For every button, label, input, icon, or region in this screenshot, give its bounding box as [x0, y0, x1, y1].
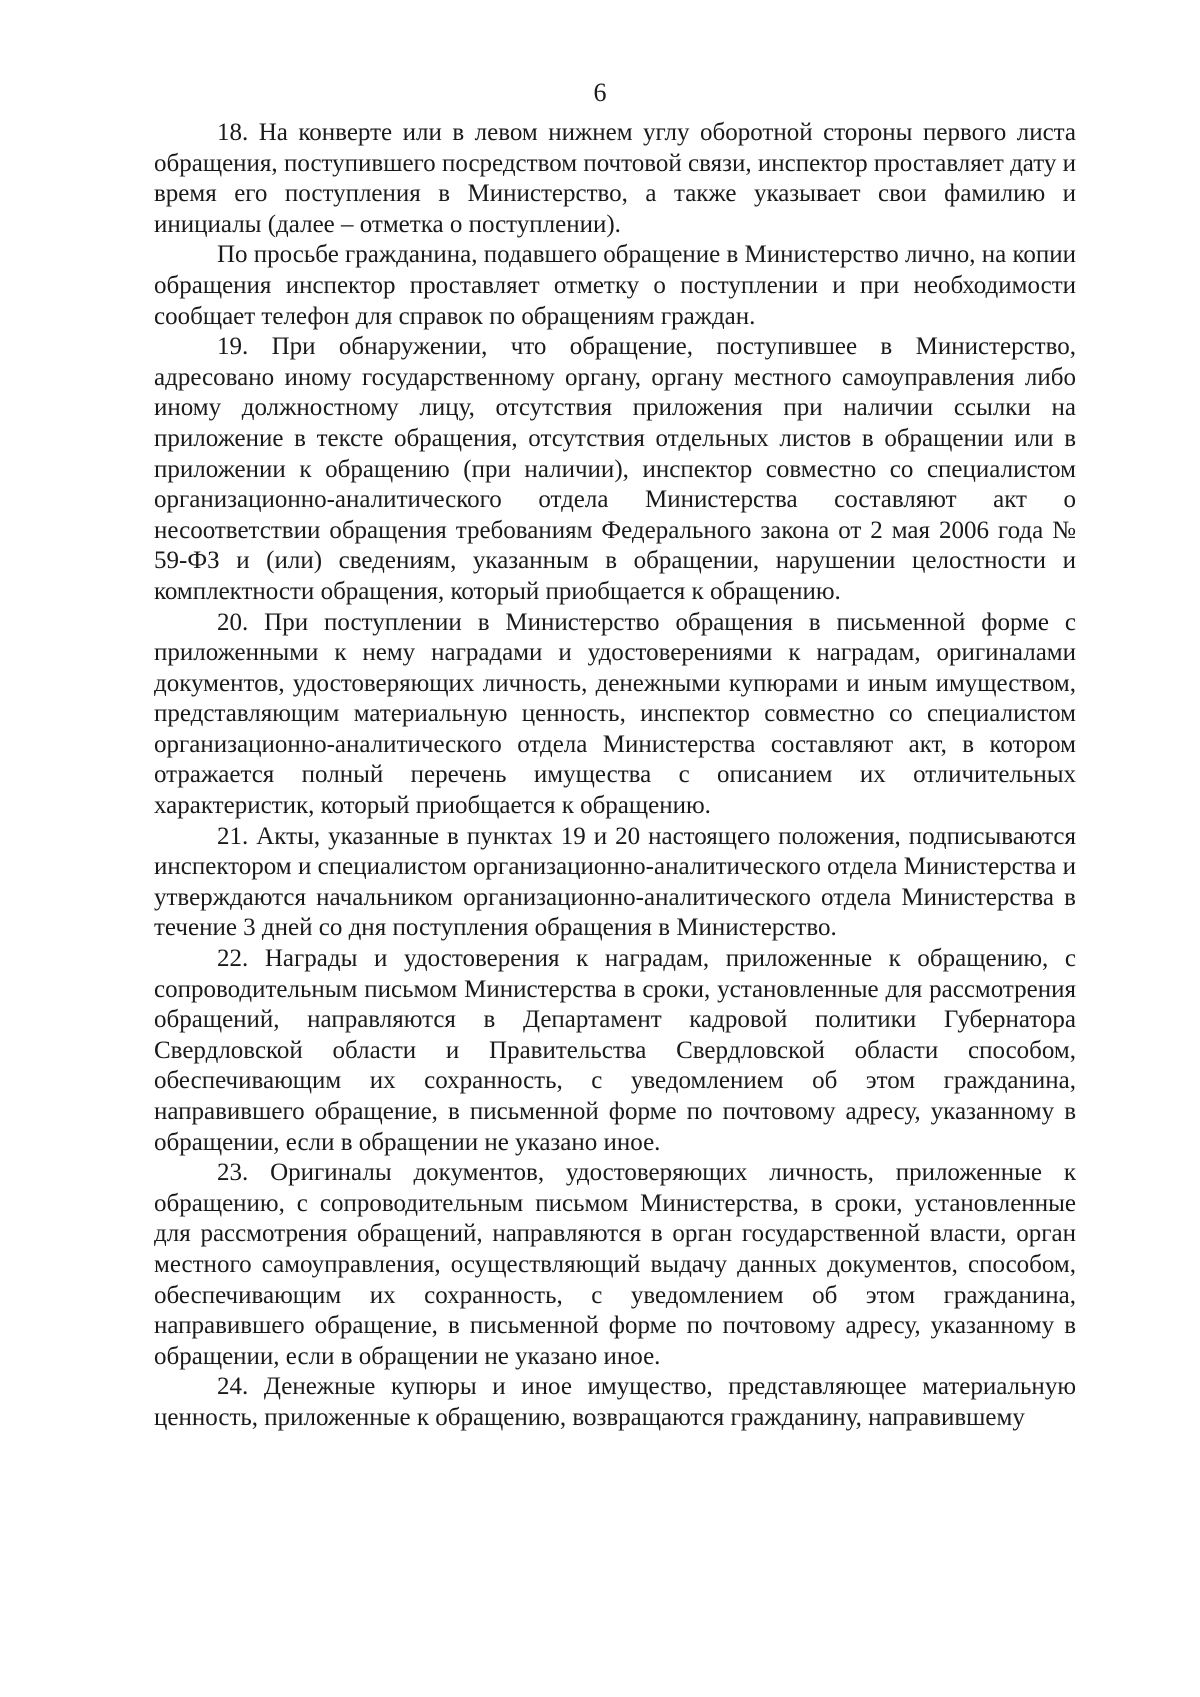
paragraph-20: 20. При поступлении в Министерство обращения в письменной форме с приложенными к нему наградами и удостоверениями к наградам, оригиналами документов, удостоверяющих личность, денежными купюрами и иным имуществом, представляющим материальную ценность, инспектор совместно со специалистом организационно-аналитического отдела Министерства составляют акт, в котором отражается полный перечень имущества с описанием их отличительных характеристик, который приобщается к обращению.	[154, 608, 1076, 820]
document-body	[154, 118, 1076, 1434]
paragraph-22: 22. Награды и удостоверения к наградам, приложенные к обращению, с сопроводительным письмом Министерства в сроки, установленные для рассмотрения обращений, направляются в Департамент кадровой политики Губернатора Свердловской области и Правительства Свердловской области способом, обеспечивающим их сохранность, с уведомлением об этом гражданина, направившего обращение, в письменной форме по почтовому адресу, указанному в обращении, если в обращении не указано иное.	[154, 945, 1076, 1156]
paragraph-18: 18. На конверте или в левом нижнем углу оборотной стороны первого листа обращения, поступившего посредством почтовой связи, инспектор проставляет дату и время его поступления в Министерство, а также указывает свои фамилию и инициалы (далее – отметка о поступлении).	[154, 119, 1076, 238]
paragraph-18-continued: По просьбе гражданина, подавшего обращение в Министерство лично, на копии обращения инспектор проставляет отметку о поступлении и при необходимости сообщает телефон для справок по обращениям граждан.	[154, 241, 1076, 330]
paragraph-21: 21. Акты, указанные в пунктах 19 и 20 настоящего положения, подписываются инспектором и специалистом организационно-аналитического отдела Министерства и утверждаются начальником организационно-аналитического отдела Министерства в течение 3 дней со дня поступления обращения в Министерство.	[154, 822, 1076, 942]
paragraph-23: 23. Оригиналы документов, удостоверяющих личность, приложенные к обращению, с сопроводительным письмом Министерства, в сроки, установленные для рассмотрения обращений, направляются в орган государственной власти, орган местного самоуправления, осуществляющий выдачу данных документов, способом, обеспечивающим их сохранность, с уведомлением об этом гражданина, направившего обращение, в письменной форме по почтовому адресу, указанному в обращении, если в обращении не указано иное.	[154, 1159, 1076, 1370]
paragraph-19: 19. При обнаружении, что обращение, поступившее в Министерство, адресовано иному государственному органу, органу местного самоуправления либо иному должностному лицу, отсутствия приложения при наличии ссылки на приложение в тексте обращения, отсутствия отдельных листов в обращении или в приложении к обращению (при наличии), инспектор совместно со специалистом организационно-аналитического отдела Министерства составляют акт о несоответствии обращения требованиям Федерального закона от 2 мая 2006 года № 59-ФЗ и (или) сведениям, указанным в обращении, нарушении целостности и комплектности обращения, который приобщается к обращению.	[154, 333, 1076, 605]
page-number: 6	[593, 78, 607, 107]
paragraph-24: 24. Денежные купюры и иное имущество, представляющее материальную ценность, приложенные к обращению, возвращаются гражданину, направившему	[154, 1373, 1076, 1431]
